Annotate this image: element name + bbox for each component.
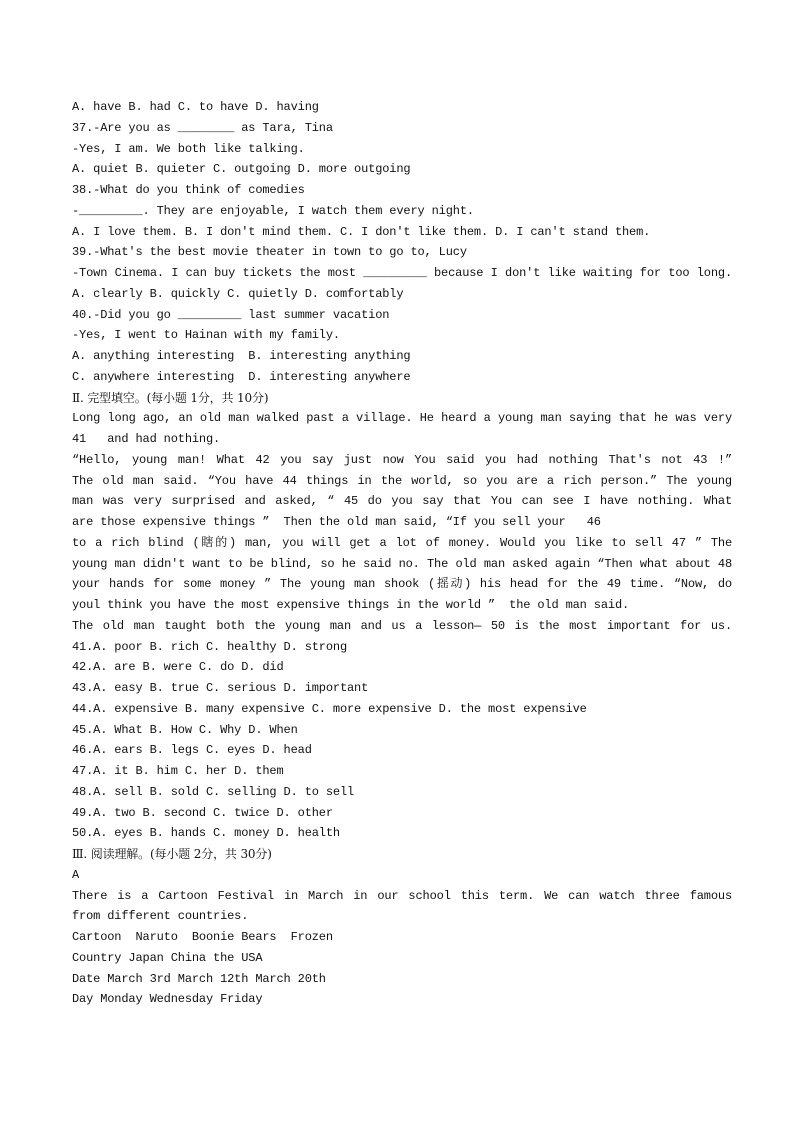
text-line: Long long ago, an old man walked past a village. He heard a young man saying that he was very (72, 411, 732, 426)
text-line: 46.A. ears B. legs C. eyes D. head (72, 743, 312, 758)
text-line: youl think you have the most expensive things in the world ” the old man said. (72, 598, 630, 612)
text-line: 38.-What do you think of comedies (72, 183, 305, 197)
text-line: from different countries. (72, 909, 249, 924)
text-line: -Town Cinema. I can buy tickets the most _________ because I don't like waiting for too long. (72, 266, 732, 280)
text-line: The old man said. “You have 44 things in the world, so you are a rich person.” The young (72, 473, 732, 488)
text-line: 49.A. two B. second C. twice D. other (72, 805, 333, 820)
text-line: 44.A. expensive B. many expensive C. more expensive D. the most expensive (72, 701, 587, 716)
text-line: Day Monday Wednesday Friday (72, 992, 263, 1007)
text-line: are those expensive things ” Then the old man said, “If you sell your 46 (72, 515, 601, 529)
text-line: 39.-What's the best movie theater in town to go to, Lucy (72, 245, 467, 260)
text-line: Country Japan China the USA (72, 950, 263, 965)
text-line: The old man taught both the young man and us a lesson— 50 is the most important for us. (72, 618, 732, 633)
text-line: young man didn't want to be blind, so he said no. The old man asked again “Then what about 48 (72, 556, 732, 571)
text-line: 45.A. What B. How C. Why D. When (72, 722, 298, 737)
text-line: 50.A. eyes B. hands C. money D. health (72, 826, 340, 841)
text-line: -_________. They are enjoyable, I watch them every night. (72, 203, 474, 218)
text-line: Cartoon Naruto Boonie Bears Frozen (72, 930, 333, 944)
text-line: A (72, 867, 80, 882)
text-line: A. clearly B. quickly C. quietly D. comfortably (72, 286, 404, 301)
text-line: 41 and had nothing. (72, 432, 221, 446)
text-line: your hands for some money ” The young man shook (摇动) his head for the 49 time. “Now, do (72, 577, 732, 592)
text-line: “Hello, young man! What 42 you say just now You said you had nothing That's not 43 !” (72, 452, 732, 467)
text-line: A. quiet B. quieter C. outgoing D. more outgoing (72, 162, 411, 177)
text-line: 48.A. sell B. sold C. selling D. to sell (72, 784, 355, 799)
section-heading: Ⅲ. 阅读理解。(每小题 2分，共 30分) (72, 847, 272, 861)
text-line: man was very surprised and asked, “ 45 do you say that You can see I have nothing. What (72, 494, 732, 509)
text-line: C. anywhere interesting D. interesting anywhere (72, 369, 411, 384)
text-line: 43.A. easy B. true C. serious D. important (72, 681, 369, 695)
text-line: A. have B. had C. to have D. having (72, 100, 319, 114)
text-line: A. anything interesting B. interesting anything (72, 349, 411, 363)
text-line: 40.-Did you go _________ last summer vacation (72, 307, 390, 322)
text-line: -Yes, I went to Hainan with my family. (72, 328, 340, 343)
text-line: 37.-Are you as ________ as Tara, Tina (72, 120, 333, 135)
text-line: 41.A. poor B. rich C. healthy D. strong (72, 639, 347, 654)
text-line: There is a Cartoon Festival in March in our school this term. We can watch three famous (72, 888, 732, 903)
text-line: 47.A. it B. him C. her D. them (72, 764, 284, 778)
text-line: 42.A. are B. were C. do D. did (72, 660, 284, 675)
document-page (72, 97, 732, 1010)
text-line: Date March 3rd March 12th March 20th (72, 971, 326, 986)
text-line: A. I love them. B. I don't mind them. C. I don't like them. D. I can't stand them. (72, 224, 651, 239)
text-line: to a rich blind (瞎的) man, you will get a lot of money. Would you like to sell 47 ” The (72, 535, 732, 550)
text-line: -Yes, I am. We both like talking. (72, 141, 305, 156)
section-heading: Ⅱ. 完型填空。(每小题 1分，共 10分) (72, 390, 269, 405)
